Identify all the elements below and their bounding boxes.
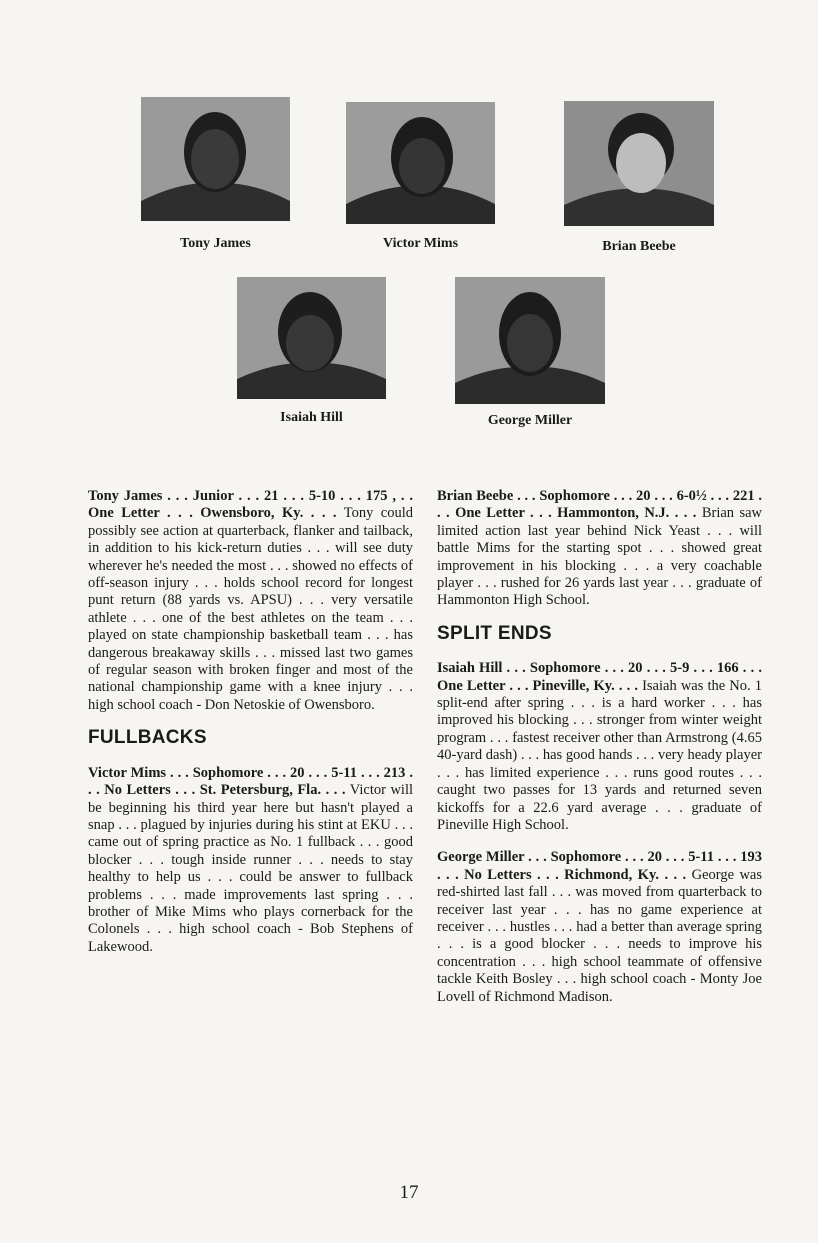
bio-lead: Victor Mims . . . Sophomore . . . 20 . . . 5-11 . . . 213 . . . No Letters . . . St. Petersburg, Fla. . . . [88, 764, 413, 799]
bio-lead: George Miller . . . Sophomore . . . 20 . . . 5-11 . . . 193 . . . No Letters . . . Richmond, Ky. . . . [437, 849, 762, 883]
section-heading-split-ends: SPLIT ENDS [437, 622, 552, 644]
bio-body: George was red-shirted last fall . . . was moved from quarterback to receiver last year . . . has no game experience at receiver . . . hustles . . . had a better than average spring . . . is a good blocker . . . needs to improve his concentration . . . high school teammate of offensive tackle Keith Bosley . . . high school coach - Monty Joe Lovell of Richmond Madison. [437, 866, 762, 1005]
bio-lead: Brian Beebe . . . Sophomore . . . 20 . . . 6-0½ . . . 221 . . . One Letter . . . Hammonton, N.J. . . . [437, 488, 762, 522]
bio-lead: Tony James . . . Junior . . . 21 . . . 5-10 . . . 175 , . . One Letter . . . Owensboro, Ky. . . . [88, 488, 413, 522]
section-heading-fullbacks: FULLBACKS [88, 727, 207, 749]
bio-victor-mims [88, 765, 413, 956]
bio-body: Tony could possibly see action at quarterback, flanker and tailback, in addition to his kick-return duties . . . will see duty wherever he's needed the most . . . showed no effects of off-season injury . . . holds school record for longest punt return (88 yards vs. APSU) . . . very versatile athlete . . . one of the best athletes on the team . . . played on state championship basketball team . . . has dangerous breakaway skills . . . missed last two games of regular season with broken finger and most of the national championship game with a knee injury . . . high school coach - Don Netoskie of Owensboro. [88, 505, 413, 713]
photo-caption: Brian Beebe [602, 239, 676, 254]
photo-tony-james [141, 97, 290, 221]
bio-tony-james [88, 488, 413, 714]
photo-caption: Victor Mims [382, 236, 459, 251]
portrait-silhouette [141, 97, 290, 221]
bio-body: Isaiah was the No. 1 split-end after spring . . . is a hard worker . . . has improved his blocking . . . stronger from winter weight program . . . fastest receiver other than Armstrong (4.65 40-yard dash) . . . has good hands . . . very heady player . . . has limited experience . . . runs good routes . . . caught two passes for 13 yards and returned seven kickoffs for a 22.6 yard average . . . graduate of Pineville High School. [437, 677, 762, 833]
photo-caption: George Miller [487, 413, 573, 428]
photo-victor-mims [346, 102, 495, 224]
portrait-silhouette [346, 102, 495, 224]
bio-isaiah-hill [437, 660, 762, 834]
bio-lead: Isaiah Hill . . . Sophomore . . . 20 . . . 5-9 . . . 166 . . . One Letter . . . Pineville, Ky. . . . [437, 660, 762, 694]
photo-brian-beebe [564, 101, 714, 226]
photo-caption: Tony James [180, 236, 251, 251]
portrait-silhouette [564, 101, 714, 226]
bio-george-miller [437, 849, 762, 1006]
left-column [88, 488, 413, 971]
bio-body: Brian saw limited action last year behind Nick Yeast . . . will battle Mims for the starting spot . . . showed great improvement in his blocking . . . a very coachable player . . . rushed for 26 yards last year . . . graduate of Hammonton High School. [437, 505, 762, 609]
bio-brian-beebe [437, 488, 762, 610]
photo-caption: Isaiah Hill [280, 410, 343, 425]
photo-isaiah-hill [237, 277, 386, 399]
portrait-silhouette [455, 277, 605, 404]
portrait-silhouette [237, 277, 386, 399]
right-column [437, 488, 762, 1021]
photo-george-miller [455, 277, 605, 404]
bio-body: Victor will be beginning his third year here but hasn't played a snap . . . plagued by injuries during his stint at EKU . . . came out of spring practice as No. 1 fullback . . . good blocker . . . tough inside runner . . . needs to stay healthy to help us . . . could be answer to fullback problems . . . made improvements last spring . . . brother of Mike Mims who plays cornerback for the Colonels . . . high school coach - Bob Stephens of Lakewood. [88, 782, 414, 955]
page-number: 17 [399, 1182, 419, 1203]
